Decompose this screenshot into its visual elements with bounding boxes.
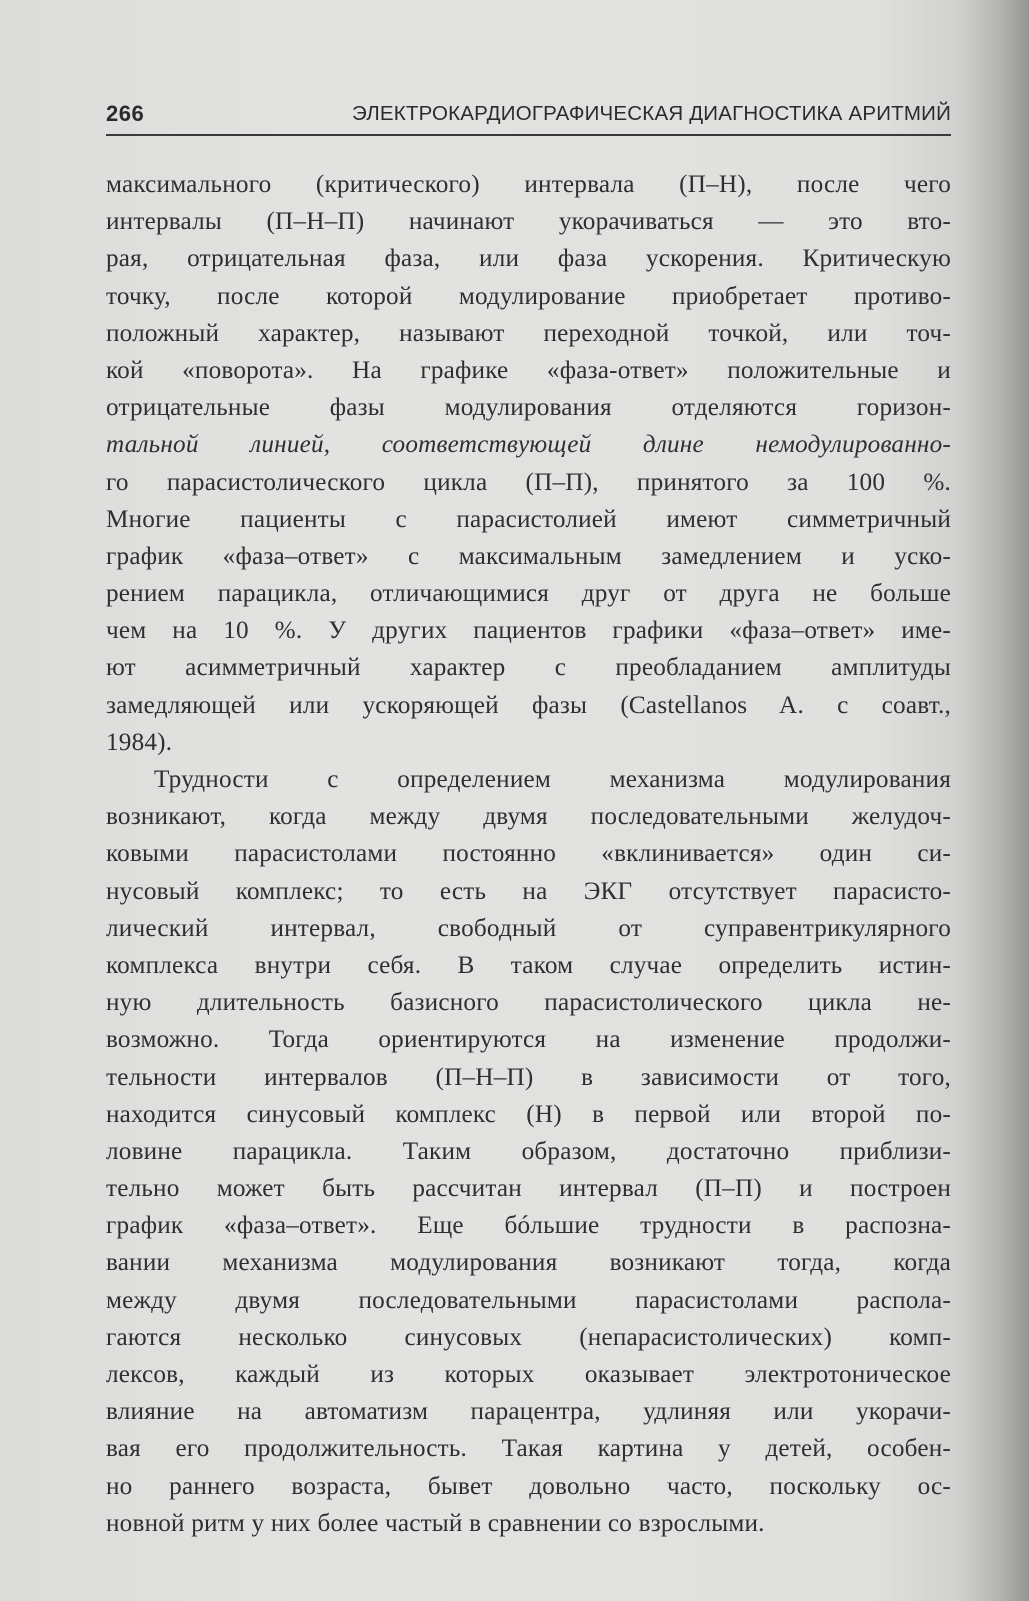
text-line: максимального (критического) интервала (П–Н), после чего bbox=[106, 171, 951, 198]
text-line: кой «поворота». На графике «фаза-ответ» положительные и bbox=[106, 356, 951, 384]
text-line: лексов, каждый из которых оказывает электротоническое bbox=[106, 1361, 951, 1388]
text-line: тельно может быть рассчитан интервал (П–П) и построен bbox=[106, 1175, 951, 1203]
text-line: лический интервал, свободный от суправентрикулярного bbox=[106, 914, 951, 942]
body-text bbox=[106, 166, 951, 1542]
text-line: Трудности с определением механизма модулирования bbox=[154, 766, 951, 793]
page-edge-shadow bbox=[959, 0, 1029, 1601]
text-line: ют асимметричный характер с преобладанием амплитуды bbox=[106, 654, 951, 682]
text-line: тальной линией, соответствующей длине немодулированно- bbox=[106, 431, 951, 459]
text-line: график «фаза–ответ». Еще бóльшие трудности в распозна- bbox=[106, 1212, 951, 1240]
running-title: ЭЛЕКТРОКАРДИОГРАФИЧЕСКАЯ ДИАГНОСТИКА АРИТМИЙ bbox=[351, 102, 951, 125]
text-line: но раннего возраста, бывет довольно часто, поскольку ос- bbox=[106, 1472, 951, 1500]
text-line: вая его продолжительность. Такая картина у детей, особен- bbox=[106, 1435, 951, 1463]
text-line: отрицательные фазы модулирования отделяются горизон- bbox=[106, 394, 951, 422]
text-line: рением парацикла, отличающимися друг от друга не больше bbox=[106, 580, 951, 608]
text-line: влияние на автоматизм парацентра, удлиняя или укорачи- bbox=[106, 1398, 951, 1426]
text-line: го парасистолического цикла (П–П), принятого за 100 %. bbox=[106, 468, 951, 496]
text-line: замедляющей или ускоряющей фазы (Castellanos A. с соавт., bbox=[106, 691, 951, 719]
text-line: рая, отрицательная фаза, или фаза ускорения. Критическую bbox=[106, 245, 951, 273]
text-line: возникают, когда между двумя последовательными желудоч- bbox=[106, 803, 951, 831]
paragraph-1 bbox=[106, 166, 951, 761]
text-line: новной ритм у них более частый в сравнении со взрослыми. bbox=[106, 1509, 765, 1537]
text-line: ловине парацикла. Таким образом, достаточно приблизи- bbox=[106, 1137, 951, 1165]
page-number: 266 bbox=[106, 101, 145, 126]
text-line: нусовый комплекс; то есть на ЭКГ отсутствует парасисто- bbox=[106, 877, 951, 905]
text-line: между двумя последовательными парасистолами распола- bbox=[106, 1286, 951, 1314]
text-line: интервалы (П–Н–П) начинают укорачиваться — это вто- bbox=[106, 208, 951, 236]
text-line: тельности интервалов (П–Н–П) в зависимости от того, bbox=[106, 1063, 951, 1091]
text-line: вании механизма модулирования возникают тогда, когда bbox=[106, 1249, 951, 1277]
text-line: положный характер, называют переходной точкой, или точ- bbox=[106, 319, 951, 347]
page-header bbox=[106, 98, 951, 136]
text-line: гаются несколько синусовых (непарасистолических) комп- bbox=[106, 1323, 951, 1351]
text-line: находится синусовый комплекс (Н) в первой или второй по- bbox=[106, 1100, 951, 1128]
text-line: ную длительность базисного парасистолического цикла не- bbox=[106, 989, 951, 1017]
text-line: точку, после которой модулирование приобретает противо- bbox=[106, 282, 951, 310]
text-line: чем на 10 %. У других пациентов графики «фаза–ответ» име- bbox=[106, 617, 951, 645]
paragraph-2 bbox=[106, 761, 951, 1542]
text-line: возможно. Тогда ориентируются на изменение продолжи- bbox=[106, 1026, 951, 1054]
text-line: ковыми парасистолами постоянно «вклинивается» один си- bbox=[106, 840, 951, 868]
text-line: комплекса внутри себя. В таком случае определить истин- bbox=[106, 951, 951, 979]
text-line: 1984). bbox=[106, 728, 173, 756]
text-line: график «фаза–ответ» с максимальным замедлением и уско- bbox=[106, 542, 951, 570]
text-line: Многие пациенты с парасистолией имеют симметричный bbox=[106, 505, 951, 533]
